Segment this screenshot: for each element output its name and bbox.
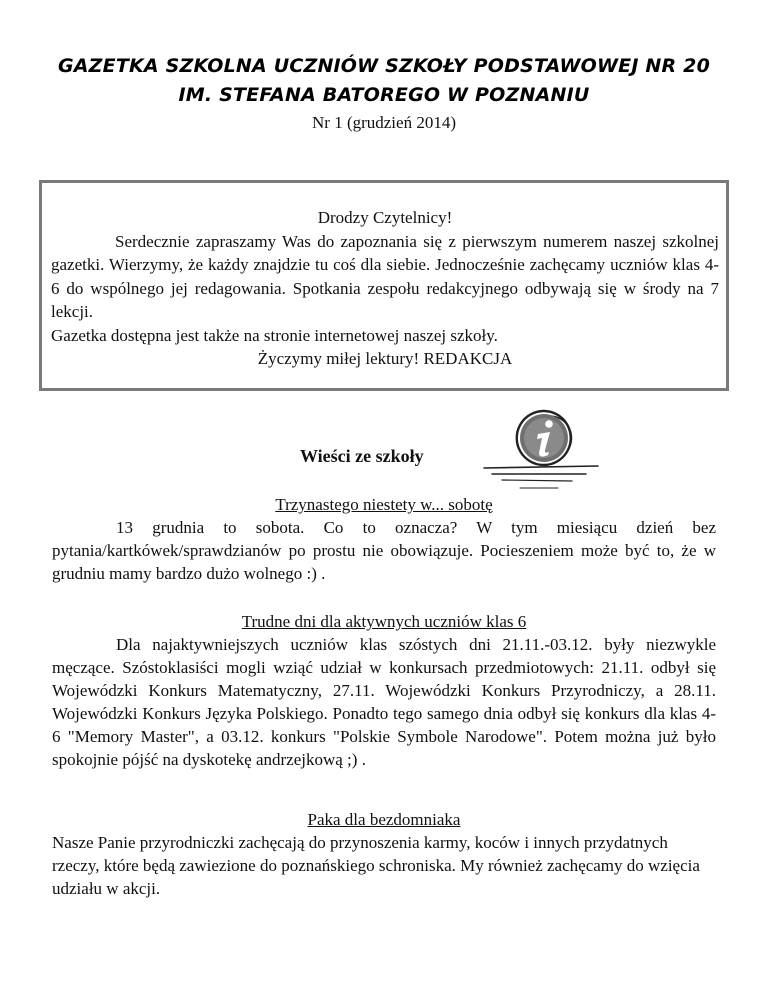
article-title: Trudne dni dla aktywnych uczniów klas 6 [241, 612, 527, 631]
article-body: 13 grudnia to sobota. Co to oznacza? W tym miesiącu dzień bez pytania/kartkówek/sprawdzianów po prostu nie obowiązuje. Pocieszeniem może być to, że w grudniu mamy bardzo dużo wolnego :) . [52, 518, 716, 583]
article-body: Dla najaktywniejszych uczniów klas szóstych dni 21.11.-03.12. były niezwykle męczące. Szóstoklasiści mogli wziąć udział w konkursach przedmiotowych: 21.11. odbył się Wojewódzki Konkurs Matematyczny, 27.11. Wojewódzki Konkurs Przyrodniczy, a 28.11. Wojewódzki Konkurs Języka Polskiego. Ponadto tego samego dnia odbył się konkurs dla klas 4-6 "Memory Master", a 03.12. konkurs "Polskie Symbole Narodowe". Potem można już było spokojnie pójść na dyskotekę andrzejkową ;) . [52, 635, 716, 769]
masthead-title-line2: IM. STEFANA BATOREGO W POZNANIU [178, 84, 590, 106]
article-grade6-contests [52, 610, 716, 771]
section-title: Wieści ze szkoły [300, 446, 424, 466]
info-icon [480, 408, 602, 494]
welcome-online-note: Gazetka dostępna jest także na stronie internetowej naszej szkoły. [51, 325, 498, 345]
article-saturday [52, 493, 716, 585]
issue-number: Nr 1 (grudzień 2014) [312, 113, 456, 132]
masthead-title-line1: GAZETKA SZKOLNA UCZNIÓW SZKOŁY PODSTAWOWEJ NR 20 [57, 55, 711, 77]
article-title: Paka dla bezdomniaka [307, 810, 461, 829]
welcome-closing: Życzymy miłej lektury! REDAKCJA [257, 349, 513, 368]
welcome-body: Serdecznie zapraszamy Was do zapoznania się z pierwszym numerem naszej szkolnej gazetki. Wierzymy, że każdy znajdzie tu coś dla siebie. Jednocześnie zachęcamy uczniów klas 4-6 do wspólnego jej redagowania. Spotkania zespołu redakcyjnego odbywają się w środy na 7 lekcji. [51, 231, 719, 321]
welcome-greeting: Drodzy Czytelnicy! [317, 208, 453, 227]
article-shelter-drive [52, 808, 716, 900]
article-body: Nasze Panie przyrodniczki zachęcają do przynoszenia karmy, koców i innych przydatnych rzeczy, które będą zawiezione do poznańskiego schroniska. My również zachęcamy do wzięcia udziału w akcji. [52, 833, 700, 898]
welcome-text [51, 206, 719, 371]
welcome-box [39, 180, 729, 391]
article-title: Trzynastego niestety w... sobotę [275, 495, 493, 514]
